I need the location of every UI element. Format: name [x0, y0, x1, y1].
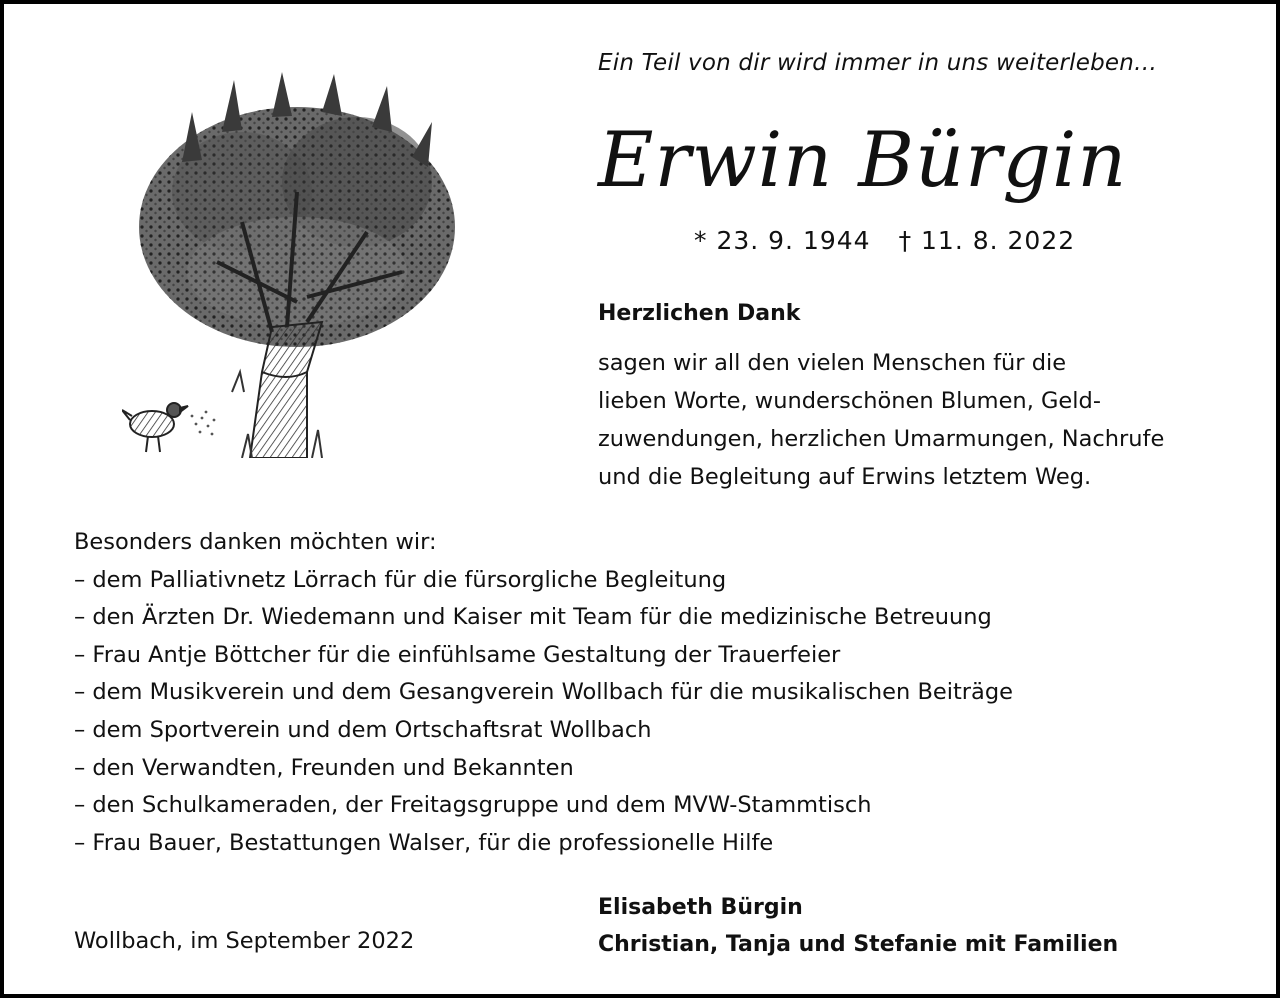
- special-thanks-item: – den Schulkameraden, der Freitagsgruppe und dem MVW-Stammtisch: [74, 792, 872, 819]
- thanks-line: sagen wir all den vielen Menschen für die: [598, 350, 1067, 376]
- signer-family: Christian, Tanja und Stefanie mit Familien: [598, 932, 1119, 957]
- thanks-line: und die Begleitung auf Erwins letztem Weg.: [598, 464, 1092, 490]
- birth-date: * 23. 9. 1944: [694, 226, 871, 255]
- special-thanks-intro: Besonders danken möchten wir:: [74, 529, 437, 555]
- life-dates: [694, 226, 1075, 255]
- special-thanks-item: – dem Sportverein und dem Ortschaftsrat Wollbach: [74, 716, 652, 743]
- thanks-text: [598, 344, 1238, 496]
- signatures: [598, 889, 1118, 963]
- signer-primary: Elisabeth Bürgin: [598, 895, 803, 920]
- special-thanks-item: – dem Musikverein und dem Gesangverein Wollbach für die musikalischen Beiträge: [74, 679, 1013, 706]
- place-and-date: Wollbach, im September 2022: [74, 928, 415, 954]
- tree-illustration-icon: [122, 72, 468, 458]
- special-thanks-item: – Frau Bauer, Bestattungen Walser, für die professionelle Hilfe: [74, 829, 774, 856]
- death-date: † 11. 8. 2022: [898, 226, 1076, 255]
- thanks-line: zuwendungen, herzlichen Umarmungen, Nachrufe: [598, 426, 1165, 452]
- special-thanks-item: – den Verwandten, Freunden und Bekannten: [74, 754, 574, 781]
- thanks-heading: Herzlichen Dank: [598, 301, 801, 326]
- special-thanks-list: [74, 524, 1013, 862]
- thanks-line: lieben Worte, wunderschönen Blumen, Geld-: [598, 388, 1101, 414]
- special-thanks-item: – dem Palliativnetz Lörrach für die fürsorgliche Begleitung: [74, 566, 727, 593]
- special-thanks-item: – Frau Antje Böttcher für die einfühlsame Gestaltung der Trauerfeier: [74, 641, 841, 668]
- special-thanks-item: – den Ärzten Dr. Wiedemann und Kaiser mit Team für die medizinische Betreuung: [74, 604, 992, 631]
- deceased-name: Erwin Bürgin: [598, 115, 1128, 204]
- motto: Ein Teil von dir wird immer in uns weiterleben…: [598, 50, 1158, 76]
